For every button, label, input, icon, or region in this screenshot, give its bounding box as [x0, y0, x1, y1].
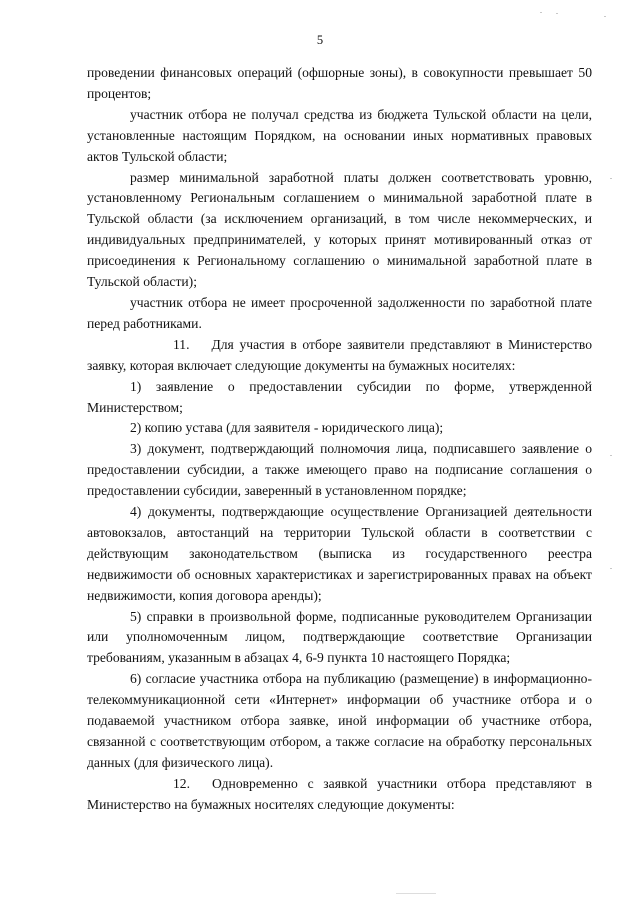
scan-speck: [610, 178, 612, 179]
list-item-activity-documents: 4) документы, подтверждающие осуществление Организацией деятельности автовокзалов, автостанций на территории Тульской области в соответствии с действующим законодательством (выписка из государственного реестра недвижимости об основных характеристиках и зарегистрированных правах на объект недвижимости, копия договора аренды);: [87, 504, 592, 603]
item-number: 11.: [173, 336, 190, 352]
document-body: [87, 63, 592, 816]
scan-speck: [610, 455, 612, 456]
list-item-publication-consent: 6) согласие участника отбора на публикацию (размещение) в информационно-телекоммуникационной сети «Интернет» информации об участнике отбора и о подаваемой участником отбора заявке, иной информации об участнике отбора, связанной с соответствующим отбором, а также согласие на обработку персональных данных (для физического лица).: [87, 671, 592, 770]
scan-speck: [396, 893, 436, 894]
paragraph-item-11: [87, 335, 592, 377]
scan-speck: [556, 13, 558, 14]
scan-speck: [540, 12, 542, 13]
paragraph-offshore-share: проведении финансовых операций (офшорные зоны), в совокупности превышает 50 процентов;: [87, 65, 592, 101]
list-item-application: 1) заявление о предоставлении субсидии по форме, утвержденной Министерством;: [87, 378, 592, 415]
list-item-charter-copy: 2) копию устава (для заявителя - юридического лица);: [130, 420, 444, 436]
page-number: 5: [316, 33, 324, 47]
scan-speck: [604, 16, 606, 17]
item-number: 12.: [173, 775, 190, 791]
paragraph-text: Для участия в отборе заявители представляют в Министерство заявку, которая включает следующие документы на бумажных носителях:: [87, 336, 592, 373]
paragraph-minimum-wage: размер минимальной заработной платы должен соответствовать уровню, установленному Региональным соглашением о минимальной заработной плате в Тульской области (за исключением организаций, в том числе некоммерческих, и индивидуальных предпринимателей, у которых принят мотивированный отказ от присоединения к Региональному соглашению о минимальной заработной плате в Тульской области);: [87, 169, 592, 290]
paragraph-item-12: [87, 774, 592, 816]
paragraph-text: Одновременно с заявкой участники отбора представляют в Министерство на бумажных носителях следующие документы:: [87, 775, 592, 812]
list-item-compliance-certificates: 5) справки в произвольной форме, подписанные руководителем Организации или уполномоченным лицом, подтверждающие соответствие Организации требованиям, указанным в абзацах 4, 6-9 пункта 10 настоящего Порядка;: [87, 608, 592, 666]
list-item-authority-document: 3) документ, подтверждающий полномочия лица, подписавшего заявление о предоставлении субсидии, а также имеющего право на подписание соглашения о предоставлении субсидии, заверенный в установленном порядке;: [87, 441, 592, 499]
paragraph-no-budget-funds: участник отбора не получал средства из бюджета Тульской области на цели, установленные настоящим Порядком, на основании иных нормативных правовых актов Тульской области;: [87, 106, 592, 164]
scan-speck: [610, 568, 612, 569]
paragraph-no-wage-arrears: участник отбора не имеет просроченной задолженности по заработной плате перед работниками.: [87, 294, 592, 331]
